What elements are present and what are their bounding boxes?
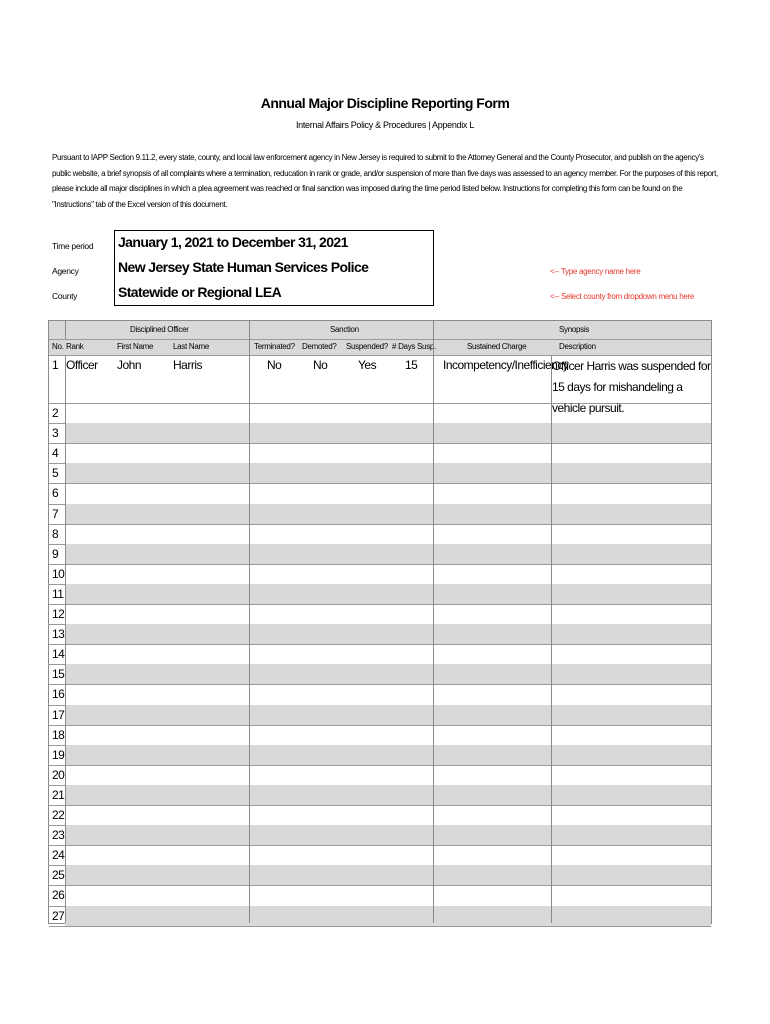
col-header-first-name: First Name [117, 342, 154, 351]
time-period-value[interactable]: January 1, 2021 to December 31, 2021 [118, 234, 348, 250]
row-number: 21 [52, 787, 65, 802]
row-number: 4 [52, 446, 59, 461]
row-number: 11 [52, 586, 64, 601]
col-header-last-name: Last Name [173, 342, 209, 351]
row-number: 25 [52, 868, 65, 883]
row-number: 22 [52, 808, 65, 822]
row-shading [65, 544, 711, 564]
days-susp-cell[interactable]: 15 [405, 358, 418, 372]
row-divider [49, 483, 711, 484]
row-number: 10 [52, 566, 65, 581]
row-shading [65, 423, 711, 443]
col-divider-synopsis [551, 355, 552, 923]
row-divider [49, 885, 711, 886]
col-divider-officer [249, 321, 250, 923]
demoted-cell[interactable]: No [313, 358, 328, 372]
row-number: 13 [52, 627, 65, 642]
row-divider [49, 926, 711, 927]
intro-paragraph: Pursuant to IAPP Section 9.11.2, every state, county, and local law enforcement agency in New Jersey is required to submit to the Attorney General and the County Prosecutor, and publish on the agency's public website, a brief synopsis of all complaints where a termination, reducation in rank or grade, and/or suspension of more than five days was assessed to an agency member. For the purposes of this report, please include all major disciplines in which a plea agreement was reached or final sanction was imposed during the time period listed below. Instructions for completing this form can be found on the "Instructions" tab of the Excel version of this document. [52, 153, 718, 209]
col-header-terminated: Terminated? [254, 342, 295, 351]
row-shading [65, 584, 711, 604]
row-shading [65, 865, 711, 885]
county-value[interactable]: Statewide or Regional LEA [118, 284, 282, 300]
row-divider [49, 644, 711, 645]
row-shading [65, 705, 711, 725]
row-number: 2 [52, 406, 59, 420]
agency-value[interactable]: New Jersey State Human Services Police [118, 259, 369, 275]
row-number: 3 [52, 426, 59, 441]
form-title: Annual Major Discipline Reporting Form [260, 95, 510, 111]
row-number: 8 [52, 526, 59, 541]
row-number: 18 [52, 727, 65, 742]
description-cell[interactable]: Officer Harris was suspended for 15 days for mishandeling a vehicle pursuit. [552, 359, 711, 415]
row-number: 16 [52, 687, 65, 702]
row-number: 17 [52, 707, 65, 722]
row-divider [49, 339, 711, 340]
row-number: 12 [52, 607, 65, 621]
row-divider [49, 765, 711, 766]
row-shading [65, 664, 711, 684]
row-divider [49, 524, 711, 525]
county-label: County [52, 291, 78, 301]
discipline-table [48, 320, 712, 924]
last-name-cell[interactable]: Harris [173, 358, 202, 372]
group-header-officer: Disciplined Officer [130, 325, 189, 334]
row-number: 6 [52, 486, 59, 501]
col-header-description: Description [559, 342, 596, 351]
row-number: 20 [52, 767, 65, 782]
row-number: 26 [52, 888, 65, 903]
first-name-cell[interactable]: John [117, 358, 142, 372]
row-shading [65, 785, 711, 805]
col-header-rank: Rank [66, 342, 84, 351]
terminated-cell[interactable]: No [267, 358, 282, 372]
row-shading [65, 504, 711, 524]
row-number: 7 [52, 506, 59, 521]
row-divider [49, 564, 711, 565]
row-divider [49, 725, 711, 726]
agency-label: Agency [52, 266, 79, 276]
group-header-synopsis: Synopsis [559, 325, 590, 334]
col-header-demoted: Demoted? [302, 342, 337, 351]
row-number: 27 [52, 908, 65, 923]
row-shading [65, 745, 711, 765]
sustained-charge-cell[interactable]: Incompetency/Inefficiency [443, 358, 569, 372]
row-divider [49, 684, 711, 685]
rank-cell[interactable]: Officer [66, 358, 98, 372]
row-shading [65, 825, 711, 845]
col-header-sustained-charge: Sustained Charge [467, 342, 527, 351]
row-number: 9 [52, 546, 59, 561]
row-number: 24 [52, 848, 65, 863]
row-shading [65, 624, 711, 644]
row-number: 1 [52, 358, 59, 372]
col-header-no: No. [52, 342, 64, 351]
col-header-suspended: Suspended? [346, 342, 388, 351]
row-divider [49, 805, 711, 806]
row-number: 15 [52, 667, 65, 682]
agency-hint: <-- Type agency name here [550, 267, 641, 276]
row-divider [49, 443, 711, 444]
col-divider-no-top [65, 321, 66, 339]
row-number: 23 [52, 828, 65, 843]
form-subtitle: Internal Affairs Policy & Procedures | Appendix L [295, 120, 475, 130]
time-period-label: Time period [52, 241, 94, 251]
row-divider [49, 845, 711, 846]
row-shading [65, 906, 711, 926]
county-hint: <-- Select county from dropdown menu here [550, 292, 695, 301]
row-divider [49, 604, 711, 605]
row-number: 14 [52, 647, 65, 662]
col-divider-no [65, 355, 66, 923]
row-number: 19 [52, 747, 65, 762]
suspended-cell[interactable]: Yes [358, 358, 377, 372]
group-header-sanction: Sanction [330, 325, 359, 334]
col-header-days-susp: # Days Susp. [392, 342, 436, 351]
row-number: 5 [52, 466, 59, 481]
row-shading [65, 463, 711, 483]
col-divider-sanction [433, 321, 434, 923]
